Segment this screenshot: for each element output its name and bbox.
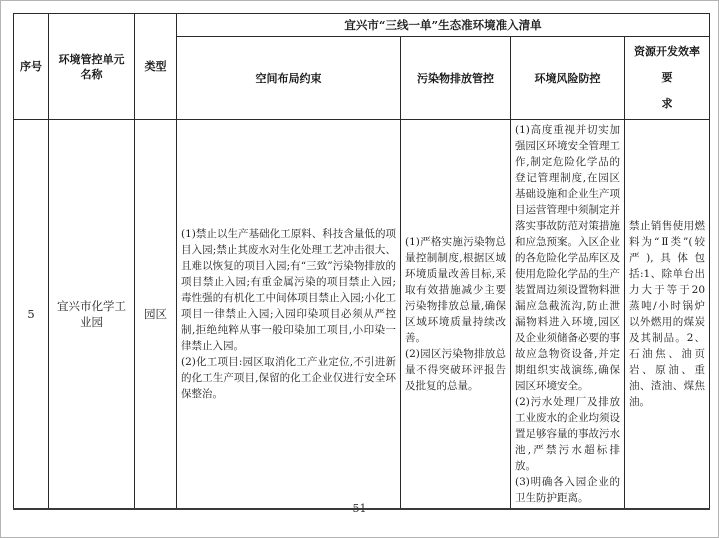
header-col-pollutant-label: 污染物排放管控	[417, 71, 494, 85]
risk-paragraph-3: (3)明确各入园企业的卫生防护距离。	[515, 476, 620, 504]
header-col-resource	[625, 37, 710, 120]
header-col-index	[14, 14, 49, 120]
spatial-paragraph-1: (1)禁止以生产基础化工原料、科技含量低的项目入园;禁止其废水对生化处理工艺冲击很大、且难以恢复的项目入园;有“三致”污染物排放的项目禁止入园;有重金属污染的项目禁止入园;毒性强的有机化工中间体项目禁止入园;小化工项目一律禁止入园;入园印染项目必须从严控制,拒绝纯粹从事一般印染加工项目,小印染一律禁止入园。	[181, 228, 396, 352]
risk-paragraph-1: (1)高度重视并切实加强园区环境安全管理工作,制定危险化学品的登记管理制度,在园区基础设施和企业生产项目运营管理中须制定并落实事故防范对策措施和应急预案。入区企业的各危险化学品库区及使用危险化学品的生产装置周边须设置物料泄漏应急截流沟,防止泄漏物料进入环境,园区及企业须储备必要的事故应急物资设备,并定期组织实战演练,确保园区环境安全。	[515, 124, 620, 392]
access-list-table	[13, 13, 710, 510]
cell-unit-name	[49, 120, 135, 510]
cell-pollutant-control	[401, 120, 511, 510]
header-col-resource-line1: 资源开发效率要	[634, 45, 701, 84]
unit-name-value: 宜兴市化学工业园	[57, 299, 126, 329]
row-index-value: 5	[27, 307, 35, 321]
header-col-type-label: 类型	[144, 60, 167, 73]
risk-paragraph-2: (2)污水处理厂及排放工业废水的企业均须设置足够容量的事故污水池,严禁污水超标排放。	[515, 396, 620, 472]
page-number: 51	[352, 502, 367, 515]
table-row	[14, 120, 710, 510]
type-value: 园区	[144, 307, 167, 321]
header-col-spatial	[177, 37, 401, 120]
header-col-unit-name	[49, 14, 135, 120]
pollutant-paragraph-1: (1)严格实施污染物总量控制制度,根据区域环境质量改善目标,采取有效措施减少主要污染物排放总量,确保区域环境质量持续改善。	[405, 236, 506, 344]
header-col-unit-line1: 环境管控单元	[58, 52, 125, 66]
header-col-index-label: 序号	[20, 60, 42, 73]
pollutant-paragraph-2: (2)园区污染物排放总量不得突破环评报告及批复的总量。	[405, 348, 506, 392]
header-row-title	[14, 14, 710, 37]
table-title: 宜兴市“三线一单”生态准环境准入清单	[344, 18, 542, 32]
table-title-cell	[177, 14, 710, 37]
header-col-unit-line2: 名称	[80, 67, 103, 81]
cell-risk-prevention	[511, 120, 625, 510]
cell-resource-efficiency	[625, 120, 710, 510]
header-col-resource-line2: 求	[661, 97, 673, 110]
header-col-risk-label: 环境风险防控	[534, 71, 601, 85]
spatial-paragraph-2: (2)化工项目:园区取消化工产业定位,不引进新的化工生产项目,保留的化工企业仅进行安全环保整治。	[181, 356, 396, 400]
cell-index	[14, 120, 49, 510]
header-col-pollutant	[401, 37, 511, 120]
header-col-type	[135, 14, 177, 120]
cell-spatial-constraints	[177, 120, 401, 510]
header-col-risk	[511, 37, 625, 120]
cell-type	[135, 120, 177, 510]
resource-paragraph-1: 禁止销售使用燃料为“Ⅱ类”(较严),具体包括:1、除单台出力大于等于20蒸吨/小时锅炉以外燃用的煤炭及其制品。2、石油焦、油页岩、原油、重油、渣油、煤焦油。	[629, 220, 706, 408]
header-col-spatial-label: 空间布局约束	[255, 71, 322, 85]
